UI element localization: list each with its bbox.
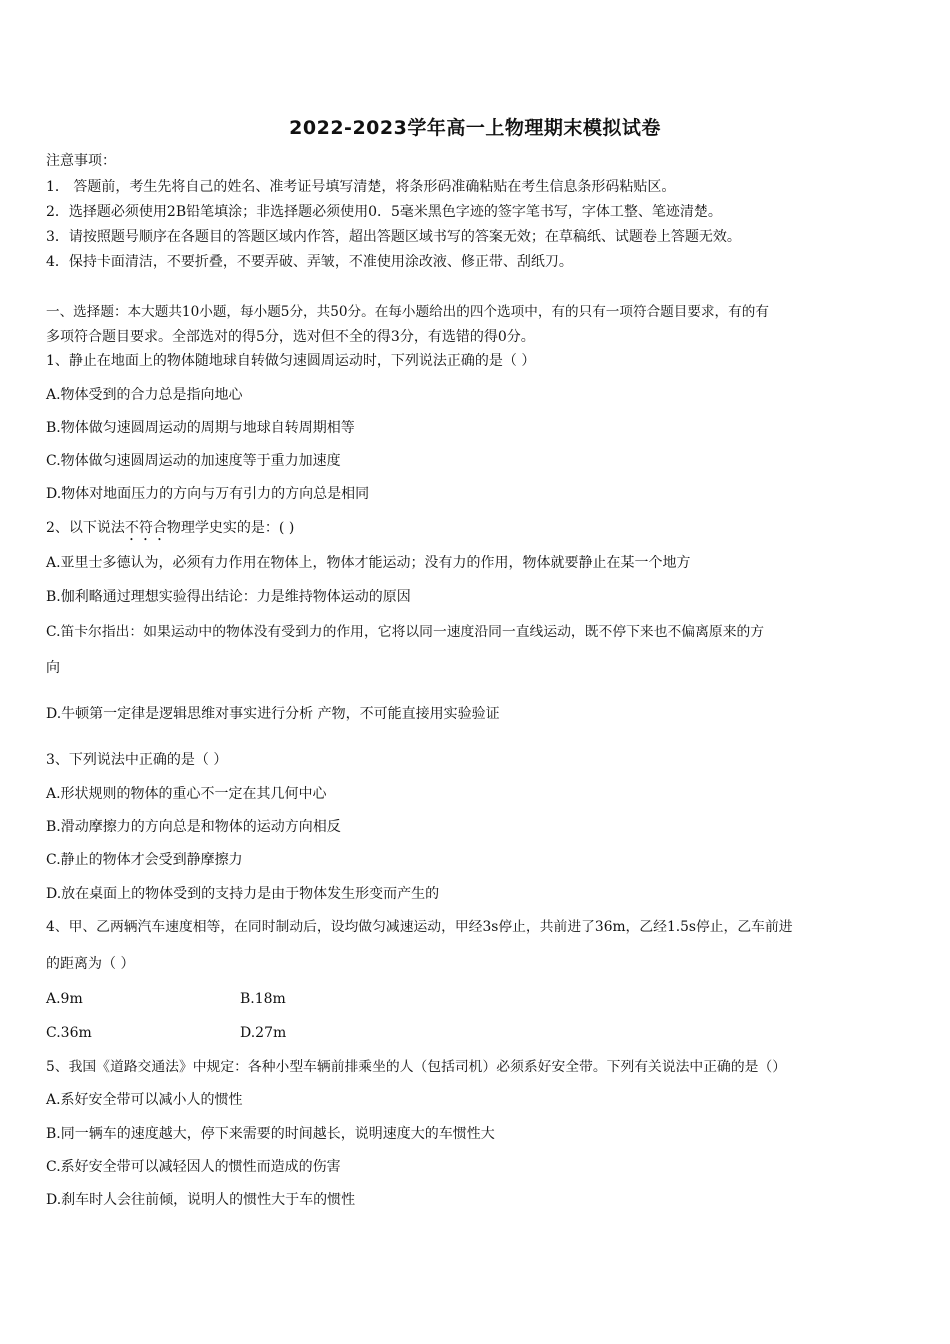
q4-stem-line2: 的距离为（ ） [46, 956, 135, 972]
q4-option-c: C.36m [46, 1025, 92, 1041]
q4-options-row1 [46, 989, 446, 1009]
q4-stem-line1: 4、甲、乙两辆汽车速度相等，在同时制动后，设均做匀减速运动，甲经3s停止，共前进了36m，乙经1.5s停止，乙车前进 [46, 919, 793, 935]
q5-option-b: B.同一辆车的速度越大，停下来需要的时间越长，说明速度大的车惯性大 [46, 1126, 495, 1142]
q3-option-c: C.静止的物体才会受到静摩擦力 [46, 852, 243, 868]
q5-stem: 5、我国《道路交通法》中规定：各种小型车辆前排乘坐的人（包括司机）必须系好安全带。下列有关说法中正确的是（） [46, 1059, 787, 1075]
q2-option-d: D.牛顿第一定律是逻辑思维对事实进行分析 产物，不可能直接用实验验证 [46, 706, 500, 722]
q5-option-d: D.刹车时人会往前倾，说明人的惯性大于车的惯性 [46, 1192, 356, 1208]
section-instructions-line2: 多项符合题目要求。全部选对的得5分，选对但不全的得3分，有选错的得0分。 [46, 329, 535, 345]
q4-option-a: A.9m [46, 991, 83, 1007]
q1-option-c: C.物体做匀速圆周运动的加速度等于重力加速度 [46, 453, 341, 469]
q3-stem: 3、下列说法中正确的是（ ） [46, 752, 228, 768]
q3-option-a: A.形状规则的物体的重心不一定在其几何中心 [46, 786, 327, 802]
q2-stem-emphasis: 不符合 [124, 520, 167, 536]
q2-option-b: B.伽利略通过理想实验得出结论：力是维持物体运动的原因 [46, 589, 411, 605]
q4-option-d: D.27m [240, 1025, 287, 1041]
q1-option-a: A.物体受到的合力总是指向地心 [46, 387, 243, 403]
q2-stem-suffix: 物理学史实的是：( ) [166, 520, 295, 536]
q1-option-b: B.物体做匀速圆周运动的周期与地球自转周期相等 [46, 420, 355, 436]
q2-option-c-line1: C.笛卡尔指出：如果运动中的物体没有受到力的作用，它将以同一速度沿同一直线运动，既不停下来也不偏离原来的方 [46, 624, 765, 640]
q1-stem: 1、静止在地面上的物体随地球自转做匀速圆周运动时，下列说法正确的是（ ） [46, 353, 536, 369]
notice-item-4: 4．保持卡面清洁，不要折叠，不要弄破、弄皱，不准使用涂改液、修正带、刮纸刀。 [46, 254, 573, 270]
q1-option-d: D.物体对地面压力的方向与万有引力的方向总是相同 [46, 486, 370, 502]
notice-item-3: 3．请按照题号顺序在各题目的答题区域内作答，超出答题区域书写的答案无效；在草稿纸、试题卷上答题无效。 [46, 229, 741, 245]
q3-option-d: D.放在桌面上的物体受到的支持力是由于物体发生形变而产生的 [46, 886, 440, 902]
q2-option-c-line2: 向 [46, 660, 60, 676]
exam-title: 2022-2023学年高一上物理期末模拟试卷 [289, 117, 661, 139]
notice-item-1: 1． 答题前，考生先将自己的姓名、准考证号填写清楚，将条形码准确粘贴在考生信息条形码粘贴区。 [46, 179, 676, 195]
q3-option-b: B.滑动摩擦力的方向总是和物体的运动方向相反 [46, 819, 341, 835]
q4-options-row2 [46, 1023, 446, 1043]
notice-item-2: 2．选择题必须使用2B铅笔填涂；非选择题必须使用0．5毫米黑色字迹的签字笔书写，字体工整、笔迹清楚。 [46, 204, 722, 220]
q5-option-a: A.系好安全带可以减小人的惯性 [46, 1092, 243, 1108]
section-instructions-line1: 一、选择题：本大题共10小题，每小题5分，共50分。在每小题给出的四个选项中，有的只有一项符合题目要求，有的有 [46, 304, 769, 320]
q5-option-c: C.系好安全带可以减轻因人的惯性而造成的伤害 [46, 1159, 341, 1175]
notice-heading: 注意事项： [46, 153, 116, 169]
q2-stem [46, 518, 294, 544]
q2-option-a: A.亚里士多德认为，必须有力作用在物体上，物体才能运动；没有力的作用，物体就要静止在某一个地方 [46, 555, 691, 571]
q2-stem-prefix: 2、以下说法 [46, 520, 125, 536]
q4-option-b: B.18m [240, 991, 286, 1007]
